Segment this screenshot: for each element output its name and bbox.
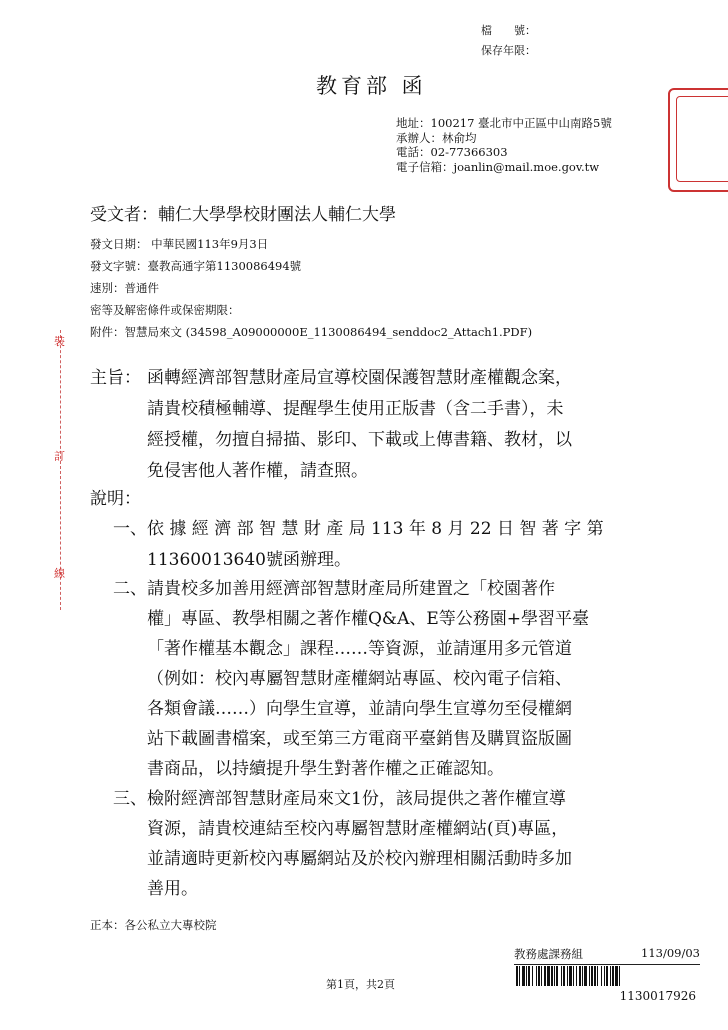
- item-1-marker: 一、: [113, 519, 147, 539]
- attachment: 附件：智慧局來文 (34598_A09000000E_1130086494_senddoc2_Attach1.PDF): [90, 325, 533, 339]
- contact-handler: 承辦人：林俞均: [396, 130, 477, 145]
- item-3-line-1: 檢附經濟部智慧財產局來文1份，該局提供之著作權宣導: [147, 789, 566, 809]
- item-3-line-4: 善用。: [147, 879, 198, 899]
- item-2-marker: 二、: [113, 579, 147, 599]
- contact-block: [396, 116, 612, 174]
- copy-to: 正本：各公私立大專校院: [90, 918, 217, 932]
- issue-date: 發文日期： 中華民國113年9月3日: [90, 237, 269, 251]
- receipt-date: 113/09/03: [641, 946, 700, 960]
- item-2-line-6: 站下載圖書檔案，或至第三方電商平臺銷售及購買盜版圖: [147, 729, 572, 749]
- item-3-marker: 三、: [113, 789, 147, 809]
- item-2-line-3: 「著作權基本觀念」課程……等資源，並請運用多元管道: [147, 639, 572, 659]
- receipt-office: 教務處課務組: [514, 947, 583, 961]
- item-3-line-3: 並請適時更新校內專屬網站及於校內辦理相關活動時多加: [147, 849, 572, 869]
- item-2-line-5: 各類會議……）向學生宣導，並請向學生宣導勿至侵權網: [147, 699, 572, 719]
- binding-mark-1: 裝: [54, 335, 65, 348]
- document-title: 教育部 函: [316, 74, 427, 98]
- subject-line-1: 函轉經濟部智慧財產局宣導校園保護智慧財產權觀念案，: [147, 368, 572, 388]
- seal-stamp-inner: [676, 96, 728, 182]
- subject-line-3: 經授權，勿擅自掃描、影印、下載或上傳書籍、教材，以: [147, 430, 572, 450]
- file-number-label: 檔 號：: [481, 24, 536, 37]
- page-indicator: 第1頁，共2頁: [326, 978, 395, 991]
- delivery-speed: 速別：普通件: [90, 281, 159, 295]
- item-3-line-2: 資源，請貴校連結至校內專屬智慧財產權網站(頁)專區，: [147, 819, 569, 839]
- explanation-label: 說明：: [90, 489, 141, 509]
- recipient: 受文者：輔仁大學學校財團法人輔仁大學: [90, 205, 396, 225]
- receipt-rule: [514, 964, 700, 965]
- receipt-number: 1130017926: [619, 989, 696, 1003]
- subject-line-2: 請貴校積極輔導、提醒學生使用正版書（含二手書），未: [147, 399, 564, 419]
- binding-mark-2: 訂: [54, 450, 65, 463]
- item-1-line-1: 依 據 經 濟 部 智 慧 財 產 局 113 年 8 月 22 日 智 著 字 第: [147, 519, 604, 539]
- receipt-stamp: [514, 944, 700, 1004]
- retention-period-label: 保存年限：: [481, 44, 536, 57]
- contact-address: 地址：100217 臺北市中正區中山南路5號: [396, 116, 612, 130]
- item-1-line-2: 11360013640號函辦理。: [147, 550, 351, 570]
- contact-email: 電子信箱：joanlin@mail.moe.gov.tw: [396, 159, 600, 174]
- subject-line-4: 免侵害他人著作權，請查照。: [147, 461, 368, 481]
- item-2-line-7: 書商品，以持續提升學生對著作權之正確認知。: [147, 759, 504, 779]
- subject-label: 主旨：: [90, 368, 141, 388]
- item-2-line-2: 權」專區、教學相關之著作權Q&A、E等公務園+學習平臺: [147, 609, 589, 629]
- contact-phone: 電話：02-77366303: [396, 145, 508, 159]
- barcode-icon: [514, 966, 700, 986]
- document-number: 發文字號：臺教高通字第1130086494號: [90, 259, 302, 273]
- item-2-line-1: 請貴校多加善用經濟部智慧財產局所建置之「校園著作: [147, 579, 555, 599]
- item-2-line-4: （例如：校內專屬智慧財產權網站專區、校內電子信箱、: [147, 669, 572, 689]
- secrecy-level: 密等及解密條件或保密期限：: [90, 303, 240, 317]
- binding-mark-3: 線: [54, 567, 65, 580]
